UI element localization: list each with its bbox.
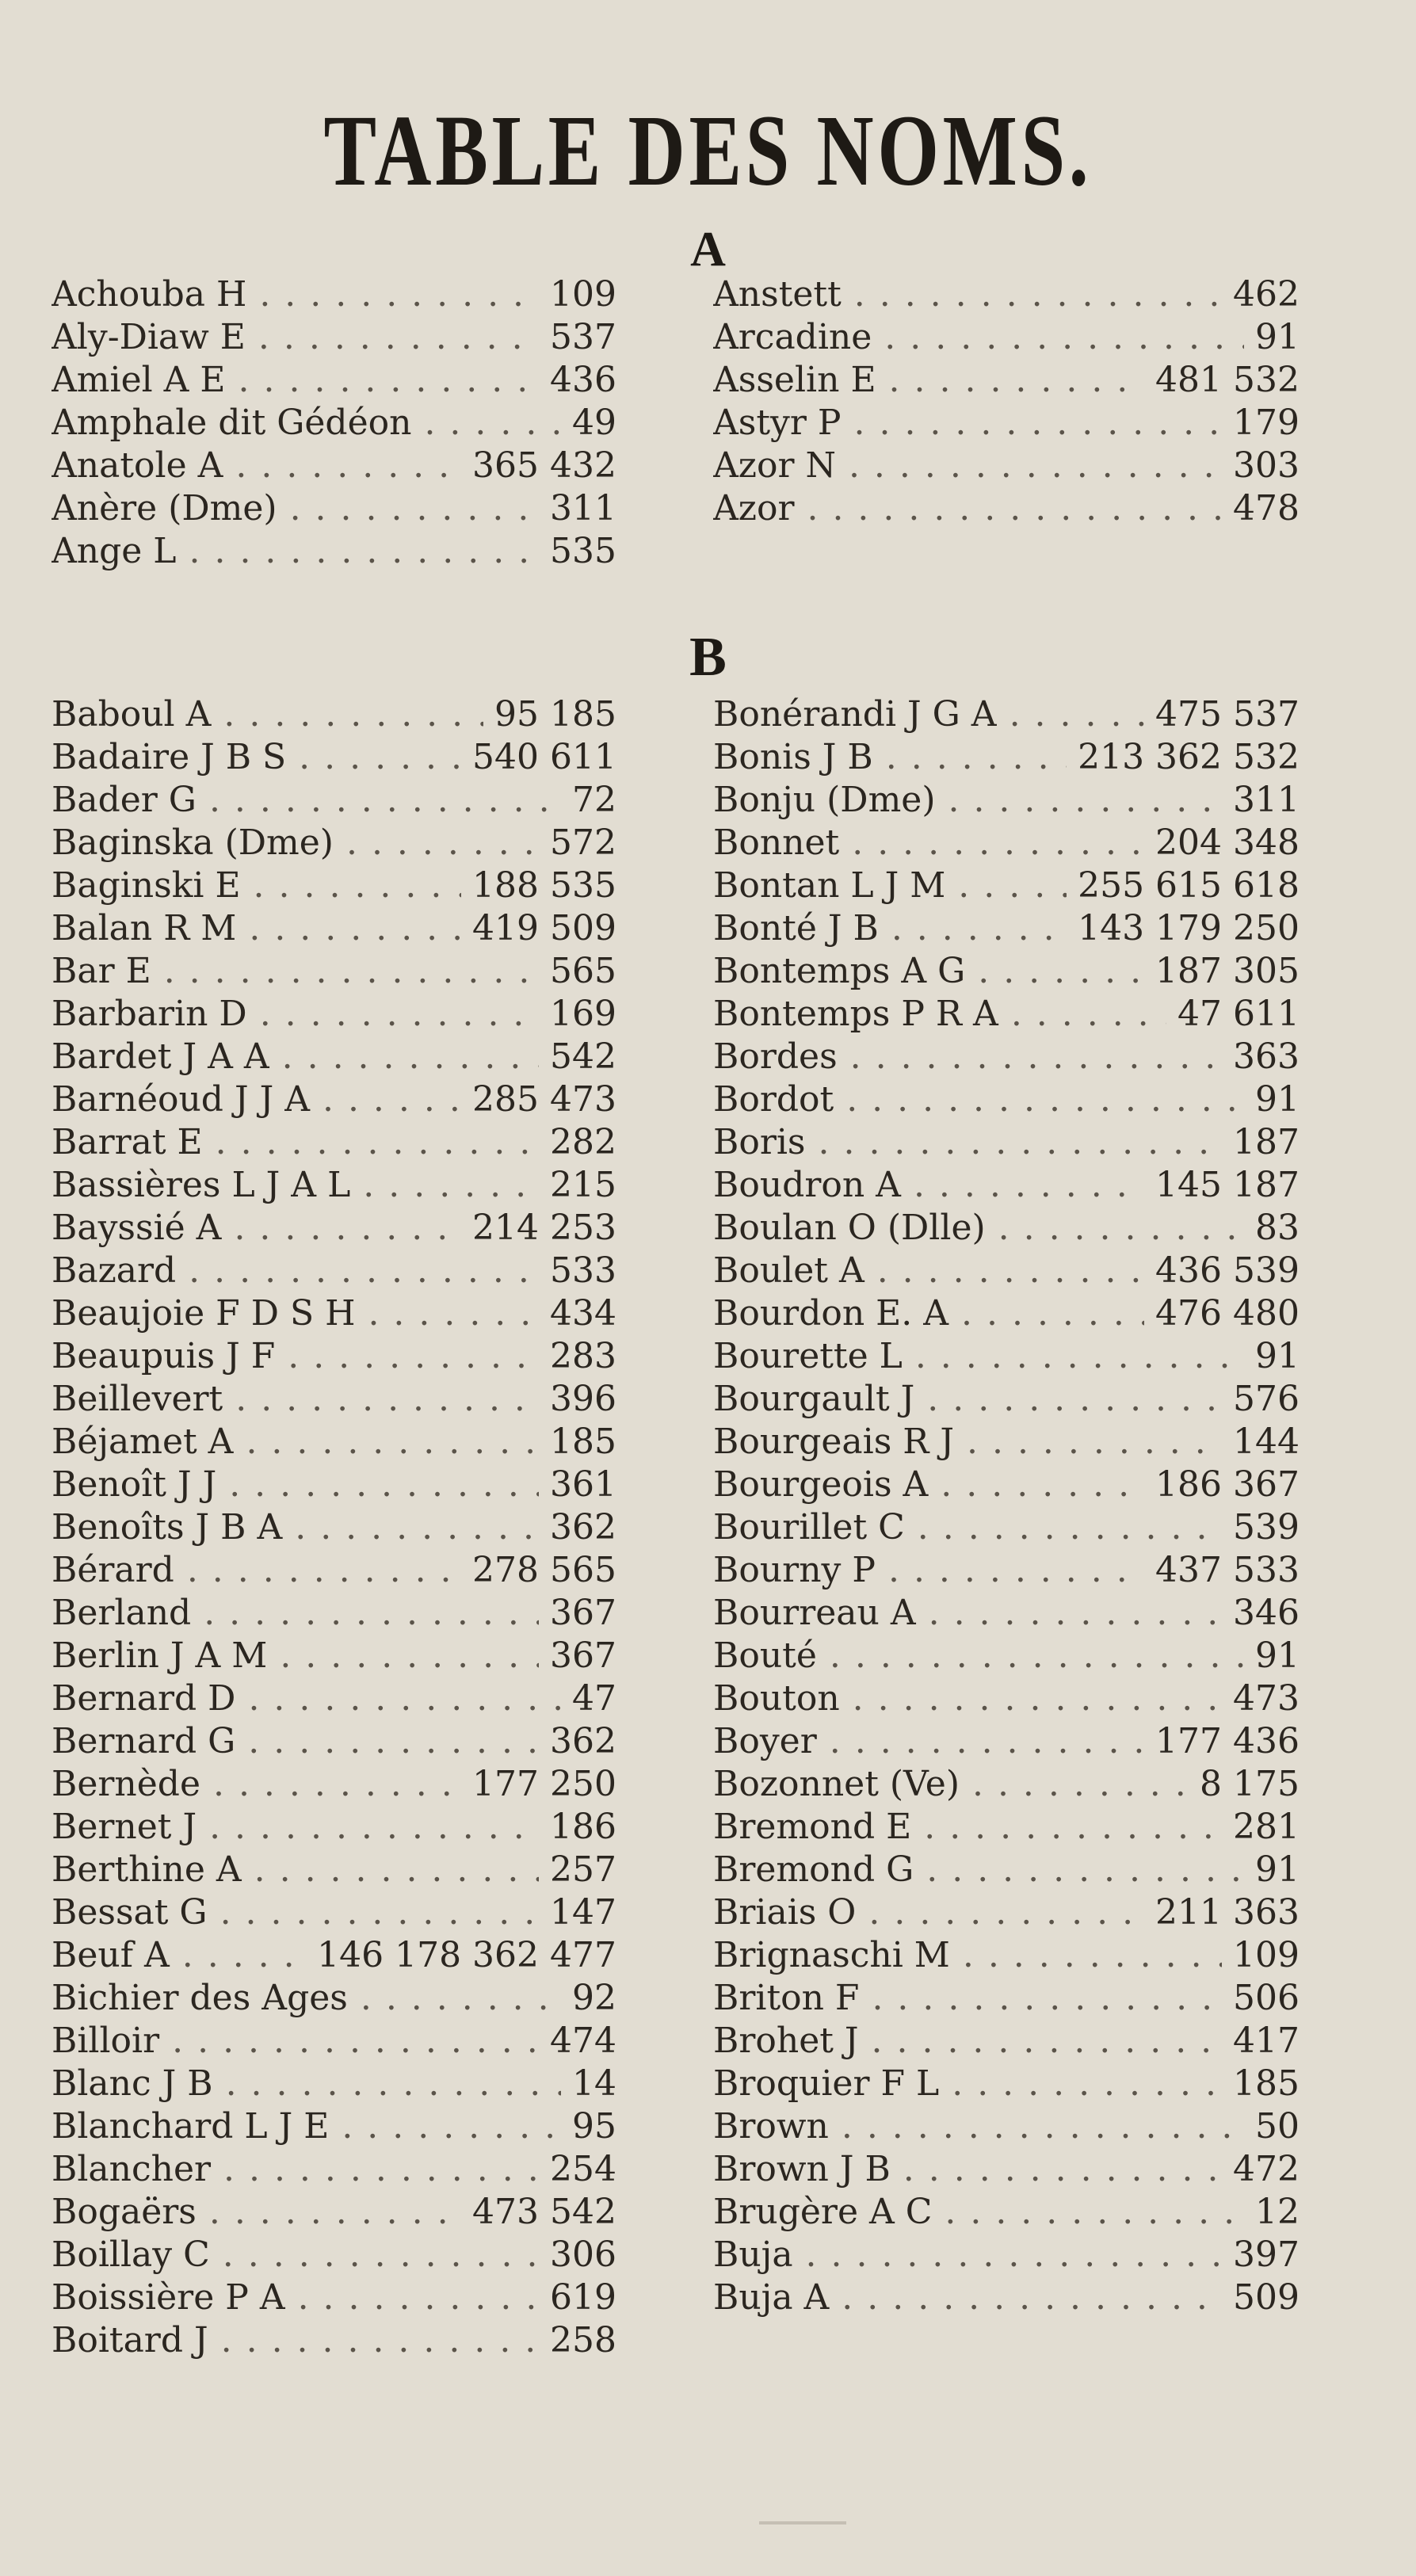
index-entry [52, 1378, 616, 1421]
entry-pages: 177 250 [461, 1763, 616, 1806]
entry-pages: 185 [1222, 2063, 1300, 2105]
entry-pages: 258 [539, 2319, 616, 2362]
entry-pages: 472 [1222, 2148, 1300, 2191]
index-entry [713, 2276, 1300, 2319]
index-entry [713, 1635, 1300, 1677]
entry-name: Bremond G . . . [713, 1849, 1300, 1891]
entry-name: Bourreau A . . . [713, 1592, 1300, 1635]
entry-name: Bessat G . . . [52, 1891, 616, 1934]
entry-pages: 49 [561, 402, 616, 445]
page-title: TABLE DES NOMS. [323, 94, 1093, 207]
index-entry [713, 1036, 1300, 1078]
entry-pages: 474 [539, 2020, 616, 2063]
index-entry [713, 2234, 1300, 2276]
entry-name: Bogaërs . . . [52, 2191, 616, 2234]
entry-pages: 397 [1222, 2234, 1300, 2276]
entry-name: Blanchard L J E . . . [52, 2105, 616, 2148]
entry-name: Astyr P . . . [713, 402, 1300, 445]
index-entry [713, 1549, 1300, 1592]
entry-pages: 473 542 [461, 2191, 616, 2234]
entry-name: Brohet J . . . [713, 2020, 1300, 2063]
entry-name: Baginski E . . . [52, 864, 616, 907]
entry-name: Benoîts J B A . . . [52, 1506, 616, 1549]
entry-pages: 462 [1222, 273, 1300, 316]
entry-name: Boillay C . . . [52, 2234, 616, 2276]
entry-name: Arcadine . . . [713, 316, 1300, 359]
section-b-right-column [713, 693, 1300, 2319]
index-entry [713, 2105, 1300, 2148]
index-entry [52, 693, 616, 736]
entry-name: Beuf A . . . [52, 1934, 616, 1977]
index-entry [52, 1592, 616, 1635]
entry-name: Bordes . . . [713, 1036, 1300, 1078]
entry-name: Bérard . . . [52, 1549, 616, 1592]
index-entry [52, 907, 616, 950]
index-entry [713, 445, 1300, 487]
index-entry [713, 950, 1300, 993]
index-entry [52, 1549, 616, 1592]
entry-pages: 72 [561, 779, 616, 822]
index-entry [52, 2191, 616, 2234]
index-entry [52, 864, 616, 907]
entry-pages: 95 185 [483, 693, 616, 736]
entry-name: Bremond E . . . [713, 1806, 1300, 1849]
entry-pages: 363 [1222, 1036, 1300, 1078]
entry-name: Bonju (Dme) . . . [713, 779, 1300, 822]
index-entry [52, 2105, 616, 2148]
entry-pages: 619 [539, 2276, 616, 2319]
entry-name: Brown . . . [713, 2105, 1300, 2148]
entry-name: Beaujoie F D S H . . . [52, 1292, 616, 1335]
entry-pages: 186 367 [1144, 1464, 1300, 1506]
index-entry [713, 1891, 1300, 1934]
entry-pages: 565 [539, 950, 616, 993]
section-a-right-column [713, 273, 1300, 530]
entry-name: Barnéoud J J A . . . [52, 1078, 616, 1121]
index-entry [713, 822, 1300, 864]
index-entry [713, 2020, 1300, 2063]
index-entry [713, 1977, 1300, 2020]
entry-pages: 215 [539, 1164, 616, 1207]
entry-name: Achouba H . . . [52, 273, 616, 316]
entry-pages: 572 [539, 822, 616, 864]
index-entry [52, 359, 616, 402]
entry-pages: 361 [539, 1464, 616, 1506]
entry-name: Broquier F L . . . [713, 2063, 1300, 2105]
entry-pages: 213 362 532 [1067, 736, 1300, 779]
entry-name: Anstett . . . [713, 273, 1300, 316]
entry-name: Beaupuis J F . . . [52, 1335, 616, 1378]
entry-pages: 214 253 [461, 1207, 616, 1250]
index-entry [52, 1207, 616, 1250]
index-entry [713, 736, 1300, 779]
entry-pages: 481 532 [1144, 359, 1300, 402]
index-entry [52, 273, 616, 316]
entry-name: Bonis J B . . . [713, 736, 1300, 779]
section-letter-a: A [690, 223, 726, 277]
entry-name: Bar E . . . [52, 950, 616, 993]
entry-name: Buja A . . . [713, 2276, 1300, 2319]
index-entry [52, 1250, 616, 1292]
entry-name: Bichier des Ages . . . [52, 1977, 616, 2020]
index-entry [52, 2063, 616, 2105]
index-entry [52, 822, 616, 864]
entry-pages: 169 [539, 993, 616, 1036]
index-entry [52, 316, 616, 359]
entry-pages: 12 [1244, 2191, 1300, 2234]
entry-pages: 476 480 [1144, 1292, 1300, 1335]
entry-pages: 478 [1222, 487, 1300, 530]
index-entry [52, 1977, 616, 2020]
entry-pages: 187 [1222, 1121, 1300, 1164]
entry-pages: 186 [539, 1806, 616, 1849]
index-entry [52, 487, 616, 530]
entry-pages: 187 305 [1144, 950, 1300, 993]
index-entry [713, 1934, 1300, 1977]
section-b-left-column [52, 693, 616, 2362]
entry-name: Bassières L J A L . . . [52, 1164, 616, 1207]
index-entry [713, 1378, 1300, 1421]
entry-pages: 285 473 [461, 1078, 616, 1121]
index-entry [713, 1078, 1300, 1121]
index-entry [713, 1763, 1300, 1806]
entry-pages: 211 363 [1144, 1891, 1300, 1934]
index-entry [713, 1506, 1300, 1549]
index-entry [52, 2148, 616, 2191]
entry-name: Balan R M . . . [52, 907, 616, 950]
entry-pages: 362 [539, 1720, 616, 1763]
entry-pages: 144 [1222, 1421, 1300, 1464]
index-entry [713, 1121, 1300, 1164]
index-entry [52, 1849, 616, 1891]
entry-name: Boyer . . . [713, 1720, 1300, 1763]
entry-name: Brignaschi M . . . [713, 1934, 1300, 1977]
entry-name: Bourgault J . . . [713, 1378, 1300, 1421]
entry-pages: 282 [539, 1121, 616, 1164]
entry-pages: 177 436 [1144, 1720, 1300, 1763]
entry-pages: 533 [539, 1250, 616, 1292]
section-letter-b: B [689, 627, 727, 688]
entry-pages: 147 [539, 1891, 616, 1934]
entry-name: Bayssié A . . . [52, 1207, 616, 1250]
entry-name: Beillevert . . . [52, 1378, 616, 1421]
index-entry [713, 1720, 1300, 1763]
entry-pages: 303 [1222, 445, 1300, 487]
index-entry [713, 1164, 1300, 1207]
entry-name: Béjamet A . . . [52, 1421, 616, 1464]
entry-name: Anère (Dme) . . . [52, 487, 616, 530]
index-entry [52, 736, 616, 779]
index-entry [713, 864, 1300, 907]
entry-name: Bonté J B . . . [713, 907, 1300, 950]
entry-pages: 311 [539, 487, 616, 530]
entry-pages: 306 [539, 2234, 616, 2276]
entry-pages: 92 [561, 1977, 616, 2020]
entry-name: Boris . . . [713, 1121, 1300, 1164]
entry-name: Boulet A . . . [713, 1250, 1300, 1292]
index-entry [52, 993, 616, 1036]
entry-name: Blancher . . . [52, 2148, 616, 2191]
entry-name: Bernet J . . . [52, 1806, 616, 1849]
index-entry [52, 445, 616, 487]
index-entry [713, 2063, 1300, 2105]
index-entry [52, 1506, 616, 1549]
entry-pages: 539 [1222, 1506, 1300, 1549]
entry-pages: 473 [1222, 1677, 1300, 1720]
entry-name: Bernard G . . . [52, 1720, 616, 1763]
index-entry [713, 1292, 1300, 1335]
entry-pages: 540 611 [461, 736, 616, 779]
index-entry [713, 273, 1300, 316]
entry-name: Barbarin D . . . [52, 993, 616, 1036]
entry-pages: 91 [1244, 1849, 1300, 1891]
entry-name: Bourny P . . . [713, 1549, 1300, 1592]
entry-name: Bonnet . . . [713, 822, 1300, 864]
entry-name: Bouté . . . [713, 1635, 1300, 1677]
index-entry [713, 1421, 1300, 1464]
index-entry [713, 993, 1300, 1036]
entry-pages: 146 178 362 477 [306, 1934, 616, 1977]
entry-name: Berlin J A M . . . [52, 1635, 616, 1677]
entry-name: Bernède . . . [52, 1763, 616, 1806]
index-entry [713, 1207, 1300, 1250]
index-entry [52, 1335, 616, 1378]
entry-pages: 434 [539, 1292, 616, 1335]
entry-pages: 367 [539, 1635, 616, 1677]
entry-pages: 436 [539, 359, 616, 402]
entry-name: Brown J B . . . [713, 2148, 1300, 2191]
entry-name: Bozonnet (Ve) . . . [713, 1763, 1300, 1806]
entry-pages: 91 [1244, 1078, 1300, 1121]
entry-pages: 83 [1244, 1207, 1300, 1250]
entry-name: Bonérandi J G A . . . [713, 693, 1300, 736]
entry-pages: 91 [1244, 316, 1300, 359]
index-entry [52, 1292, 616, 1335]
entry-name: Bourgeais R J . . . [713, 1421, 1300, 1464]
entry-pages: 109 [539, 273, 616, 316]
index-entry [713, 907, 1300, 950]
entry-name: Bazard . . . [52, 1250, 616, 1292]
index-entry [713, 316, 1300, 359]
index-entry [713, 1464, 1300, 1506]
entry-name: Bouton . . . [713, 1677, 1300, 1720]
entry-name: Asselin E . . . [713, 359, 1300, 402]
index-entry [52, 1121, 616, 1164]
index-entry [713, 1592, 1300, 1635]
entry-name: Amphale dit Gédéon . . . [52, 402, 616, 445]
index-entry [713, 402, 1300, 445]
index-entry [52, 1036, 616, 1078]
entry-name: Briton F . . . [713, 1977, 1300, 2020]
entry-name: Bontemps A G . . . [713, 950, 1300, 993]
index-entry [713, 1849, 1300, 1891]
entry-name: Blanc J B . . . [52, 2063, 616, 2105]
index-entry [52, 1806, 616, 1849]
index-entry [713, 2191, 1300, 2234]
entry-pages: 436 539 [1144, 1250, 1300, 1292]
entry-pages: 47 611 [1166, 993, 1300, 1036]
entry-pages: 257 [539, 1849, 616, 1891]
entry-name: Bardet J A A . . . [52, 1036, 616, 1078]
footer-rule [759, 2521, 846, 2524]
entry-name: Azor N . . . [713, 445, 1300, 487]
index-entry [713, 1250, 1300, 1292]
index-entry [52, 2234, 616, 2276]
entry-name: Bordot . . . [713, 1078, 1300, 1121]
index-entry [52, 1677, 616, 1720]
index-entry [52, 1934, 616, 1977]
entry-name: Boulan O (Dlle) . . . [713, 1207, 1300, 1250]
entry-pages: 396 [539, 1378, 616, 1421]
entry-pages: 537 [539, 316, 616, 359]
entry-name: Amiel A E . . . [52, 359, 616, 402]
index-entry [52, 2020, 616, 2063]
entry-name: Berthine A . . . [52, 1849, 616, 1891]
entry-pages: 417 [1222, 2020, 1300, 2063]
index-entry [713, 487, 1300, 530]
entry-pages: 475 537 [1144, 693, 1300, 736]
entry-name: Boudron A . . . [713, 1164, 1300, 1207]
entry-name: Bourdon E. A . . . [713, 1292, 1300, 1335]
entry-name: Baginska (Dme) . . . [52, 822, 616, 864]
entry-pages: 255 615 618 [1067, 864, 1300, 907]
index-entry [52, 1421, 616, 1464]
index-entry [713, 693, 1300, 736]
entry-pages: 283 [539, 1335, 616, 1378]
entry-name: Badaire J B S . . . [52, 736, 616, 779]
entry-pages: 47 [561, 1677, 616, 1720]
index-entry [52, 2319, 616, 2362]
index-entry [713, 1677, 1300, 1720]
entry-name: Benoît J J . . . [52, 1464, 616, 1506]
entry-pages: 509 [1222, 2276, 1300, 2319]
index-entry [52, 1164, 616, 1207]
entry-pages: 50 [1244, 2105, 1300, 2148]
index-entry [52, 1635, 616, 1677]
index-entry [52, 1763, 616, 1806]
index-entry [52, 1464, 616, 1506]
index-entry [713, 1806, 1300, 1849]
entry-name: Bourillet C . . . [713, 1506, 1300, 1549]
entry-pages: 14 [561, 2063, 616, 2105]
index-entry [713, 2148, 1300, 2191]
entry-pages: 506 [1222, 1977, 1300, 2020]
entry-pages: 188 535 [461, 864, 616, 907]
index-entry [52, 2276, 616, 2319]
entry-pages: 109 [1222, 1934, 1300, 1977]
entry-pages: 204 348 [1144, 822, 1300, 864]
index-entry [713, 359, 1300, 402]
entry-pages: 419 509 [461, 907, 616, 950]
entry-name: Bourette L . . . [713, 1335, 1300, 1378]
entry-name: Boissière P A . . . [52, 2276, 616, 2319]
index-entry [52, 402, 616, 445]
entry-pages: 91 [1244, 1635, 1300, 1677]
entry-pages: 145 187 [1144, 1164, 1300, 1207]
entry-pages: 367 [539, 1592, 616, 1635]
entry-pages: 437 533 [1144, 1549, 1300, 1592]
entry-name: Boitard J . . . [52, 2319, 616, 2362]
entry-name: Briais O . . . [713, 1891, 1300, 1934]
entry-pages: 281 [1222, 1806, 1300, 1849]
entry-pages: 365 432 [461, 445, 616, 487]
entry-name: Baboul A . . . [52, 693, 616, 736]
entry-pages: 91 [1244, 1335, 1300, 1378]
index-entry [713, 1335, 1300, 1378]
entry-pages: 542 [539, 1036, 616, 1078]
index-entry [52, 779, 616, 822]
section-a-left-column [52, 273, 616, 573]
entry-name: Brugère A C . . . [713, 2191, 1300, 2234]
entry-name: Bontemps P R A . . . [713, 993, 1300, 1036]
entry-name: Berland . . . [52, 1592, 616, 1635]
entry-pages: 143 179 250 [1067, 907, 1300, 950]
index-entry [52, 950, 616, 993]
entry-pages: 362 [539, 1506, 616, 1549]
index-entry [52, 1891, 616, 1934]
index-entry [713, 779, 1300, 822]
index-entry [52, 530, 616, 573]
entry-pages: 179 [1222, 402, 1300, 445]
entry-name: Ange L . . . [52, 530, 616, 573]
entry-pages: 346 [1222, 1592, 1300, 1635]
entry-pages: 254 [539, 2148, 616, 2191]
entry-name: Bader G . . . [52, 779, 616, 822]
entry-name: Barrat E . . . [52, 1121, 616, 1164]
entry-pages: 535 [539, 530, 616, 573]
entry-pages: 576 [1222, 1378, 1300, 1421]
entry-name: Buja . . . [713, 2234, 1300, 2276]
entry-pages: 278 565 [461, 1549, 616, 1592]
entry-name: Azor . . . [713, 487, 1300, 530]
entry-name: Billoir . . . [52, 2020, 616, 2063]
index-entry [52, 1720, 616, 1763]
entry-pages: 311 [1222, 779, 1300, 822]
entry-pages: 185 [539, 1421, 616, 1464]
entry-name: Bernard D . . . [52, 1677, 616, 1720]
index-entry [52, 1078, 616, 1121]
entry-pages: 8 175 [1189, 1763, 1300, 1806]
entry-pages: 95 [561, 2105, 616, 2148]
entry-name: Aly-Diaw E . . . [52, 316, 616, 359]
entry-name: Bontan L J M . . . [713, 864, 1300, 907]
entry-name: Bourgeois A . . . [713, 1464, 1300, 1506]
entry-name: Anatole A . . . [52, 445, 616, 487]
